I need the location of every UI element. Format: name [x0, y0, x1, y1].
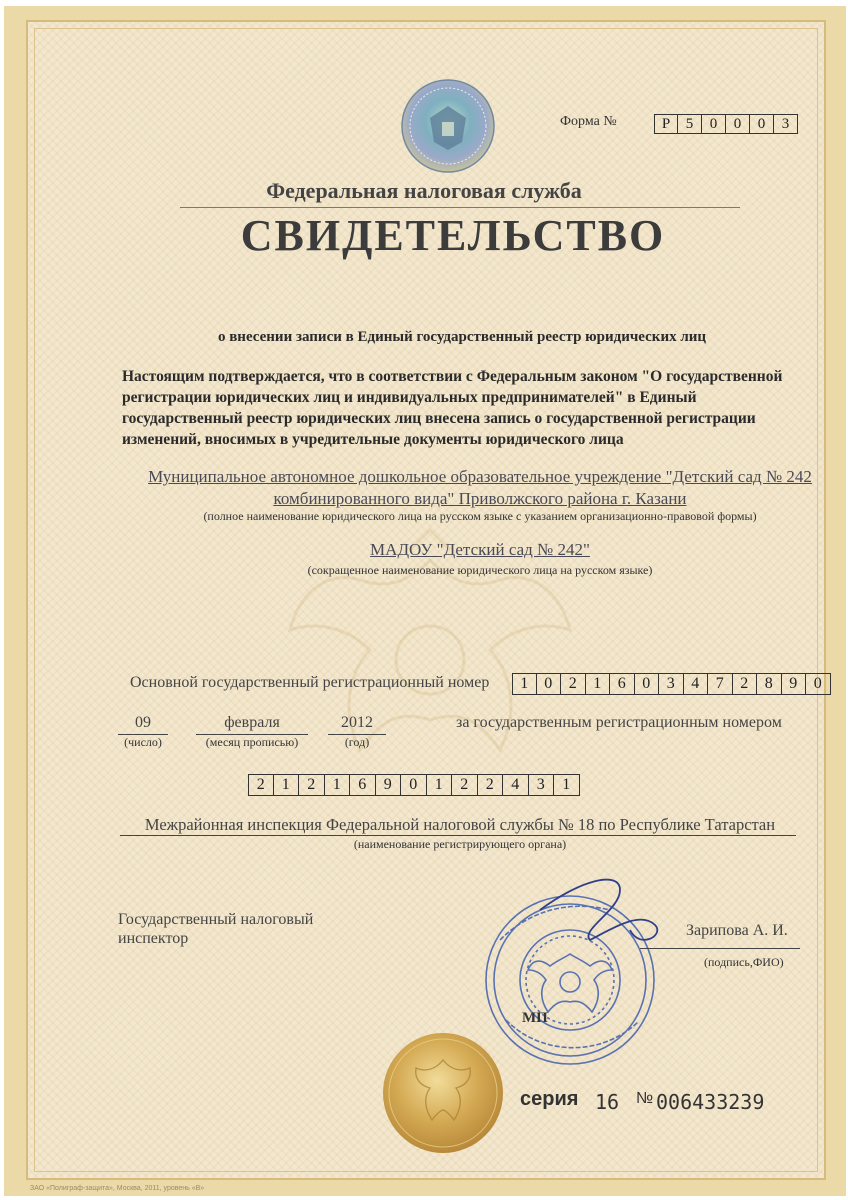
entity-short-name [110, 540, 848, 560]
grn-digit: 6 [350, 774, 376, 796]
date-month: февраля [224, 714, 280, 731]
agency-name: Федеральная налоговая служба [266, 178, 582, 203]
date-day-caption: (число) [124, 735, 162, 749]
authority-caption: (наименование регистрирующего органа) [353, 837, 567, 851]
ogrn-label: Основной государственный регистрационный номер [130, 674, 490, 691]
grn-digit: 2 [248, 774, 274, 796]
short-name-caption: (сокращенное наименование юридического лица на русском языке) [307, 563, 653, 577]
date-year: 2012 [341, 714, 373, 731]
form-code-cell: Р [654, 114, 678, 134]
inspector-position: Государственный налоговый инспектор [118, 911, 314, 947]
grn-digit: 2 [452, 774, 478, 796]
ogrn-digit: 2 [733, 673, 758, 695]
inspector-name: Зарипова А. И. [686, 922, 788, 939]
grn-intro: за государственным регистрационным номером [456, 714, 782, 731]
form-code-cell: 5 [678, 114, 702, 134]
ogrn-digit: 0 [806, 673, 831, 695]
registering-authority: Межрайонная инспекция Федеральной налоговой службы № 18 по Республике Татарстан [144, 815, 776, 834]
certificate-subtitle: о внесении записи в Единый государственный реестр юридических лиц [217, 329, 707, 345]
ogrn-digit: 6 [610, 673, 635, 695]
form-code-cell: 0 [726, 114, 750, 134]
stamp-place-mark: МП [522, 1010, 548, 1026]
grn-digit: 4 [503, 774, 529, 796]
agency-underline [180, 207, 740, 208]
gold-seal-icon [380, 1030, 506, 1156]
ogrn-digit: 7 [708, 673, 733, 695]
grn-digit: 0 [401, 774, 427, 796]
grn-digit: 1 [427, 774, 453, 796]
official-stamp-icon [470, 870, 710, 1080]
ogrn-digit: 8 [757, 673, 782, 695]
form-number-label: Форма № [560, 114, 617, 129]
authority-underline [120, 835, 796, 836]
ogrn-digit: 1 [512, 673, 537, 695]
number-prefix: № [636, 1090, 654, 1107]
ogrn-digit: 0 [635, 673, 660, 695]
ogrn-boxes [512, 673, 831, 695]
ogrn-digit: 9 [782, 673, 807, 695]
date-month-caption: (месяц прописью) [205, 735, 299, 749]
signature-rule [640, 948, 800, 949]
form-code-cell: 0 [750, 114, 774, 134]
date-day: 09 [135, 714, 151, 731]
series-value: 16 [595, 1090, 620, 1114]
grn-boxes [248, 774, 580, 796]
date-year-caption: (год) [344, 735, 370, 749]
printer-imprint: ЗАО «Полиграф-защита», Москва, 2011, уровень «В» [30, 1185, 205, 1192]
ogrn-digit: 1 [586, 673, 611, 695]
entity-full-name-text: Муниципальное автономное дошкольное образовательное учреждение "Детский сад № 242 комбинированного вида" Приволжского района г. Казани [148, 467, 812, 508]
series-label: серия [520, 1088, 579, 1110]
grn-digit: 3 [529, 774, 555, 796]
ogrn-digit: 4 [684, 673, 709, 695]
form-code-boxes [654, 114, 798, 134]
grn-digit: 9 [376, 774, 402, 796]
grn-digit: 1 [325, 774, 351, 796]
grn-digit: 1 [274, 774, 300, 796]
certificate-title: СВИДЕТЕЛЬСТВО [240, 211, 666, 260]
entity-short-name-text: МАДОУ "Детский сад № 242" [370, 540, 590, 559]
grn-digit: 2 [299, 774, 325, 796]
hologram-emblem-icon [400, 78, 496, 174]
confirmation-text: Настоящим подтверждается, что в соответствии с Федеральным законом "О государственной регистрации юридических лиц и индивидуальных предпринимателей" в Единый государственный реестр юридических лиц внесена запись о государственной регистрации изменений, вносимых в учредительные документы юридического лица [122, 368, 783, 448]
full-name-caption: (полное наименование юридического лица на русском языке с указанием организационно-правовой формы) [203, 509, 757, 523]
ogrn-digit: 3 [659, 673, 684, 695]
certificate-number: 006433239 [656, 1090, 765, 1114]
ogrn-digit: 2 [561, 673, 586, 695]
signature-caption: (подпись,ФИО) [704, 955, 784, 969]
grn-digit: 1 [554, 774, 580, 796]
form-code-cell: 3 [774, 114, 798, 134]
form-code-cell: 0 [702, 114, 726, 134]
grn-digit: 2 [478, 774, 504, 796]
entity-full-name [110, 466, 848, 510]
ogrn-digit: 0 [537, 673, 562, 695]
